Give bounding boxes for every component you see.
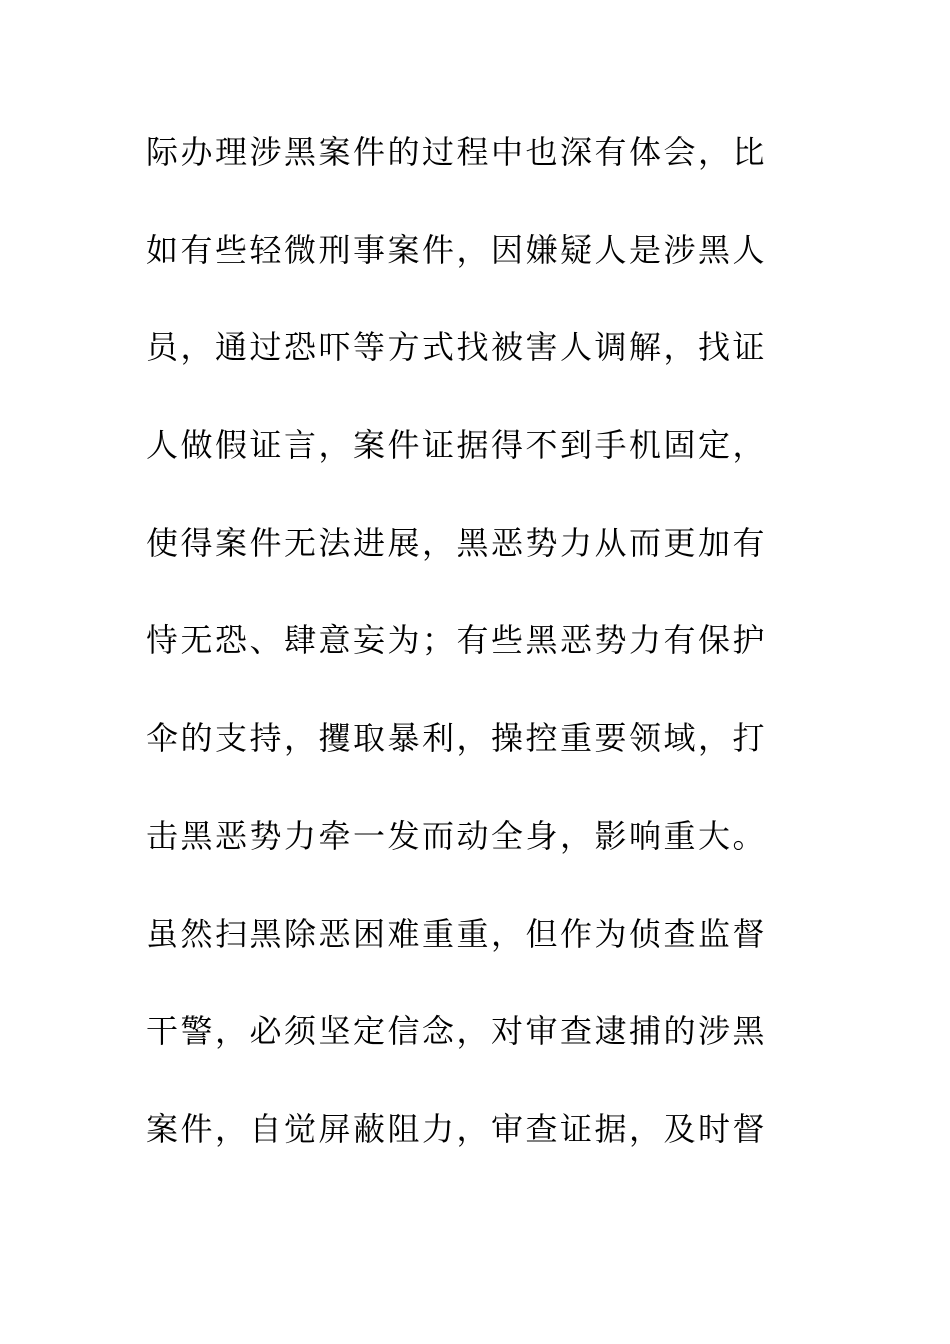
text-line: 干警，必须坚定信念，对审查逮捕的涉黑 bbox=[146, 1012, 768, 1051]
text-line: 恃无恐、肆意妄为；有些黑恶势力有保护 bbox=[146, 621, 768, 660]
text-line: 使得案件无法进展，黑恶势力从而更加有 bbox=[146, 523, 768, 562]
text-line: 击黑恶势力牵一发而动全身，影响重大。 bbox=[146, 816, 768, 855]
text-line: 虽然扫黑除恶困难重重，但作为侦查监督 bbox=[146, 914, 768, 953]
text-line: 人做假证言，案件证据得不到手机固定， bbox=[146, 426, 768, 465]
text-line: 员，通过恐吓等方式找被害人调解，找证 bbox=[146, 328, 768, 367]
text-line: 案件，自觉屏蔽阻力，审查证据，及时督 bbox=[146, 1109, 768, 1148]
text-line: 如有些轻微刑事案件，因嫌疑人是涉黑人 bbox=[146, 230, 768, 269]
text-line: 伞的支持，攫取暴利，操控重要领域，打 bbox=[146, 719, 768, 758]
text-line: 际办理涉黑案件的过程中也深有体会，比 bbox=[146, 133, 768, 171]
body-text bbox=[146, 127, 806, 1202]
